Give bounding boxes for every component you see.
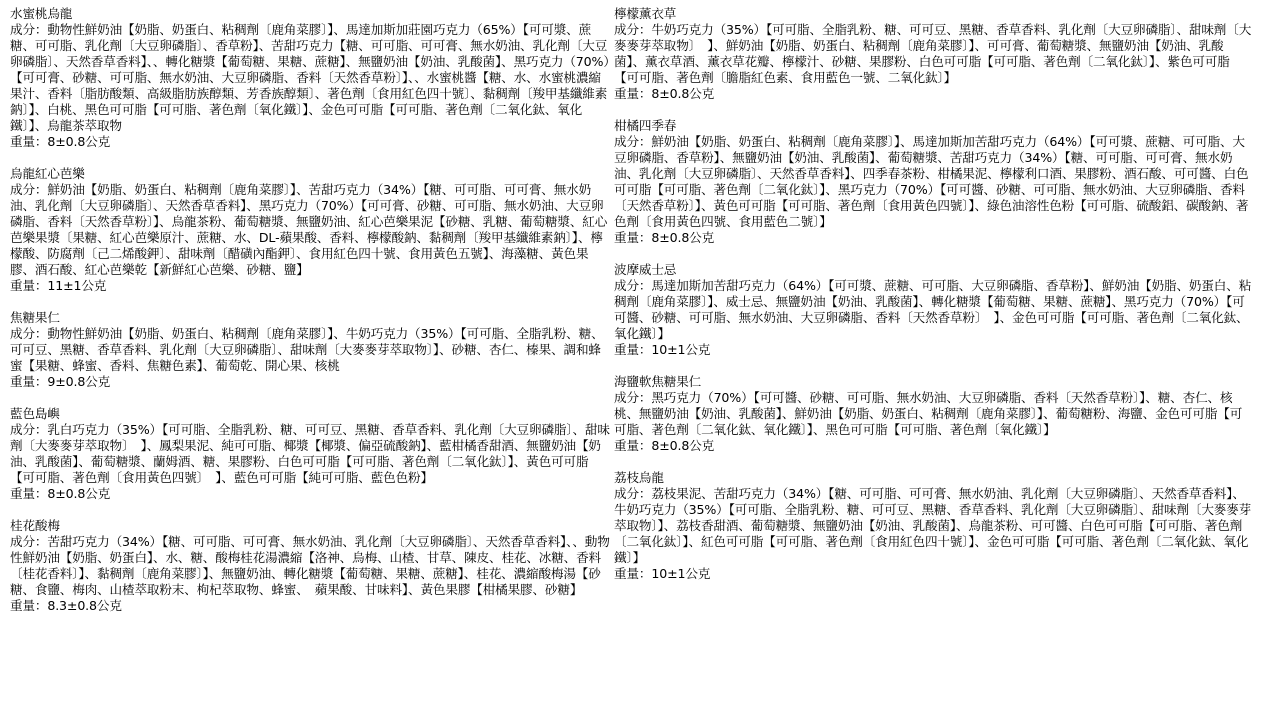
product-name: 荔枝烏龍 (614, 470, 664, 485)
product-block (614, 262, 1254, 358)
product-weight (614, 230, 1254, 246)
product-weight (614, 86, 1254, 102)
weight-label: 重量： (614, 86, 652, 101)
product-weight (614, 566, 1254, 582)
ingredients-label: 成分： (614, 390, 652, 405)
ingredients-text: 苦甜巧克力（34%）【糖、可可脂、可可膏、無水奶油、乳化劑〔大豆卵磷脂〕、天然香草香料】、、動物性鮮奶油【奶脂、奶蛋白】、水、糖、酸梅桂花湯濃縮【洛神、烏梅、山楂、甘草、陳皮、桂花、冰糖、香料〔桂花香料〕】、黏稠劑〔鹿角菜膠〕】、無鹽奶油、轉化糖漿【葡萄糖、果糖、蔗糖】、桂花、濃縮酸梅湯【砂糖、食鹽、梅肉、山楂萃取粉末、枸杞萃取物、蜂蜜、 蘋果酸、甘味料】、黃色果膠【柑橘果膠、砂糖】 (10, 534, 610, 597)
product-name: 波摩威士忌 (614, 262, 677, 277)
product-weight (10, 486, 610, 502)
product-ingredients (614, 134, 1254, 230)
weight-value: 11±1公克 (47, 278, 107, 293)
weight-label: 重量： (614, 566, 652, 581)
ingredients-label: 成分： (10, 22, 48, 37)
product-weight (10, 134, 610, 150)
product-weight (10, 374, 610, 390)
product-name: 檸檬薰衣草 (614, 6, 677, 21)
ingredients-text: 動物性鮮奶油【奶脂、奶蛋白、粘稠劑〔鹿角菜膠〕】、馬達加斯加莊園巧克力（65%）【可可漿、蔗糖、可可脂、乳化劑〔大豆卵磷脂〕、香草粉】、苦甜巧克力【糖、可可脂、可可膏、無水奶油、乳化劑〔大豆卵磷脂〕、天然香草香料】、、轉化糖漿【葡萄糖、果糖、蔗糖】、無鹽奶油【奶油、乳酸菌】、黑巧克力（70%）【可可膏、砂糖、可可脂、無水奶油、大豆卵磷脂、香料〔天然香草粉〕】、、水蜜桃醬【糖、水、水蜜桃濃縮果汁、香料〔脂肪酸類、高級脂肪族醇類、芳香族醇類〕、著色劑〔食用紅色四十號〕、黏稠劑〔羧甲基纖維素鈉〕】、白桃、黑色可可脂【可可脂、著色劑〔氧化鐵〕】、金色可可脂【可可脂、著色劑〔二氧化鈦、氧化鐵〕】、烏龍茶萃取物 (10, 22, 610, 133)
ingredients-text: 荔枝果泥、苦甜巧克力（34%）【糖、可可脂、可可膏、無水奶油、乳化劑〔大豆卵磷脂〕、天然香草香料】、牛奶巧克力（35%）【可可脂、全脂乳粉、糖、可可豆、黑糖、香草香料、乳化劑〔大豆卵磷脂〕、甜味劑〔大麥麥芽萃取物〕】、荔枝香甜酒、葡萄糖漿、無鹽奶油【奶油、乳酸菌】、烏龍茶粉、可可醬、白色可可脂【可可脂、著色劑〔二氧化鈦〕】、紅色可可脂【可可脂、著色劑〔食用紅色四十號〕】、金色可可脂【可可脂、著色劑〔二氧化鈦、氧化鐵〕】 (614, 486, 1252, 565)
weight-value: 9±0.8公克 (47, 374, 111, 389)
ingredients-text: 動物性鮮奶油【奶脂、奶蛋白、粘稠劑〔鹿角菜膠〕】、牛奶巧克力（35%）【可可脂、全脂乳粉、糖、可可豆、黑糖、香草香料、乳化劑〔大豆卵磷脂〕、甜味劑〔大麥麥芽萃取物〕】、砂糖、杏仁、榛果、調和蜂蜜【果糖、蜂蜜、香料、焦糖色素】、葡萄乾、開心果、核桃 (10, 326, 604, 373)
weight-label: 重量： (10, 486, 48, 501)
product-name: 烏龍紅心芭樂 (10, 166, 85, 181)
product-weight (10, 598, 610, 614)
product-block (10, 518, 610, 614)
weight-label: 重量： (10, 374, 48, 389)
ingredients-text: 牛奶巧克力（35%）【可可脂、全脂乳粉、糖、可可豆、黑糖、香草香料、乳化劑〔大豆卵磷脂〕、甜味劑〔大麥麥芽萃取物〕 】、鮮奶油【奶脂、奶蛋白、粘稠劑〔鹿角菜膠〕】、可可膏、葡萄糖漿、無鹽奶油【奶油、乳酸菌】、薰衣草酒、薰衣草花瓣、檸檬汁、砂糖、果膠粉、白色可可脂【可可脂、著色劑〔二氧化鈦〕】、紫色可可脂【可可脂、著色劑〔膽脂紅色素、食用藍色一號、二氧化鈦〕】 (614, 22, 1252, 85)
product-ingredients (614, 278, 1254, 342)
product-ingredients (10, 182, 610, 278)
product-block (10, 310, 610, 390)
weight-label: 重量： (10, 278, 48, 293)
weight-label: 重量： (10, 598, 48, 613)
product-block (614, 6, 1254, 102)
product-block (10, 406, 610, 502)
weight-value: 8±0.8公克 (651, 86, 715, 101)
product-ingredients (614, 390, 1254, 438)
product-weight (10, 278, 610, 294)
weight-value: 10±1公克 (651, 566, 711, 581)
ingredients-label: 成分： (10, 534, 48, 549)
ingredients-text: 鮮奶油【奶脂、奶蛋白、粘稠劑〔鹿角菜膠〕】、苦甜巧克力（34%）【糖、可可脂、可可膏、無水奶油、乳化劑〔大豆卵磷脂〕、天然香草香料】、黑巧克力（70%）【可可膏、砂糖、可可脂、無水奶油、大豆卵磷脂、香料〔天然香草粉〕】、烏龍茶粉、葡萄糖漿、無鹽奶油、紅心芭樂果泥【砂糖、乳糖、葡萄糖漿、紅心芭樂果漿〔果糖、紅心芭樂原汁、蔗糖、水、DL-蘋果酸、香料、檸檬酸鈉、黏稠劑〔羧甲基纖維素鈉〕】、檸檬酸、防腐劑〔己二烯酸鉀〕、甜味劑〔醋磺內酯鉀〕、食用紅色四十號、食用黃色五號】、海藻糖、黃色果膠、酒石酸、紅心芭樂乾【新鮮紅心芭樂、砂糖、鹽】 (10, 182, 608, 277)
weight-label: 重量： (614, 230, 652, 245)
product-block (10, 6, 610, 150)
weight-value: 8±0.8公克 (651, 230, 715, 245)
ingredients-text: 馬達加斯加苦甜巧克力（64%）【可可漿、蔗糖、可可脂、大豆卵磷脂、香草粉】、鮮奶油【奶脂、奶蛋白、粘稠劑〔鹿角菜膠〕】、威士忌、無鹽奶油【奶油、乳酸菌】、轉化糖漿【葡萄糖、果糖、蔗糖】、黑巧克力（70%）【可可醬、砂糖、可可脂、無水奶油、大豆卵磷脂、香料〔天然香草粉〕 】、金色可可脂【可可脂、著色劑〔二氧化鈦、氧化鐵〕】 (614, 278, 1252, 341)
product-ingredients (10, 534, 610, 598)
weight-value: 8±0.8公克 (47, 486, 111, 501)
ingredients-text: 鮮奶油【奶脂、奶蛋白、粘稠劑〔鹿角菜膠〕】、馬達加斯加苦甜巧克力（64%）【可可漿、蔗糖、可可脂、大豆卵磷脂、香草粉】、無鹽奶油【奶油、乳酸菌】、葡萄糖漿、苦甜巧克力（34%）【糖、可可脂、可可膏、無水奶油、乳化劑〔大豆卵磷脂〕、天然香草香料】、四季春茶粉、柑橘果泥、檸檬利口酒、果膠粉、酒石酸、可可醬、白色可可脂【可可脂、著色劑〔二氧化鈦〕】、黑巧克力（70%）【可可醬、砂糖、可可脂、無水奶油、大豆卵磷脂、香料〔天然香草粉〕】、黃色可可脂【可可脂、著色劑〔食用黃色四號〕】、綠色油溶性色粉【可可脂、硫酸鋁、碳酸鈉、著色劑〔食用黃色四號、食用藍色二號〕】 (614, 134, 1249, 229)
product-name: 水蜜桃烏龍 (10, 6, 73, 21)
product-name: 桂花酸梅 (10, 518, 60, 533)
product-ingredients (10, 326, 610, 374)
ingredients-label: 成分： (614, 486, 652, 501)
weight-value: 8±0.8公克 (651, 438, 715, 453)
weight-value: 8.3±0.8公克 (47, 598, 122, 613)
product-block (614, 374, 1254, 454)
ingredients-label: 成分： (614, 134, 652, 149)
ingredients-text: 乳白巧克力（35%）【可可脂、全脂乳粉、糖、可可豆、黑糖、香草香料、乳化劑〔大豆卵磷脂〕、甜味劑〔大麥麥芽萃取物〕 】、鳳梨果泥、純可可脂、椰漿【椰漿、偏亞硫酸鈉】、藍柑橘香甜酒、無鹽奶油【奶油、乳酸菌】、葡萄糖漿、蘭姆酒、糖、果膠粉、白色可可脂【可可脂、著色劑〔二氧化鈦〕】、黃色可可脂【可可脂、著色劑〔食用黃色四號〕 】、藍色可可脂【純可可脂、藍色色粉】 (10, 422, 610, 485)
right-column (614, 6, 1254, 598)
product-block (10, 166, 610, 294)
weight-label: 重量： (10, 134, 48, 149)
product-ingredients (614, 486, 1254, 566)
ingredients-label: 成分： (10, 182, 48, 197)
product-name: 柑橘四季春 (614, 118, 677, 133)
weight-value: 10±1公克 (651, 342, 711, 357)
product-block (614, 118, 1254, 246)
product-name: 焦糖果仁 (10, 310, 60, 325)
ingredients-text: 黑巧克力（70%）【可可醬、砂糖、可可脂、無水奶油、大豆卵磷脂、香料〔天然香草粉〕】、糖、杏仁、核桃、無鹽奶油【奶油、乳酸菌】、鮮奶油【奶脂、奶蛋白、粘稠劑〔鹿角菜膠〕】、葡萄糖粉、海鹽、金色可可脂【可可脂、著色劑〔二氧化鈦、氧化鐵〕】、黑色可可脂【可可脂、著色劑〔氧化鐵〕】 (614, 390, 1243, 437)
product-name: 藍色島嶼 (10, 406, 60, 421)
ingredients-label: 成分： (10, 326, 48, 341)
product-weight (614, 438, 1254, 454)
weight-label: 重量： (614, 342, 652, 357)
product-ingredients (10, 22, 610, 134)
product-block (614, 470, 1254, 582)
product-name: 海鹽軟焦糖果仁 (614, 374, 702, 389)
product-ingredients (10, 422, 610, 486)
ingredients-label: 成分： (614, 22, 652, 37)
weight-value: 8±0.8公克 (47, 134, 111, 149)
weight-label: 重量： (614, 438, 652, 453)
ingredients-label: 成分： (10, 422, 48, 437)
ingredients-label: 成分： (614, 278, 652, 293)
product-ingredients (614, 22, 1254, 86)
left-column (10, 6, 610, 630)
product-weight (614, 342, 1254, 358)
